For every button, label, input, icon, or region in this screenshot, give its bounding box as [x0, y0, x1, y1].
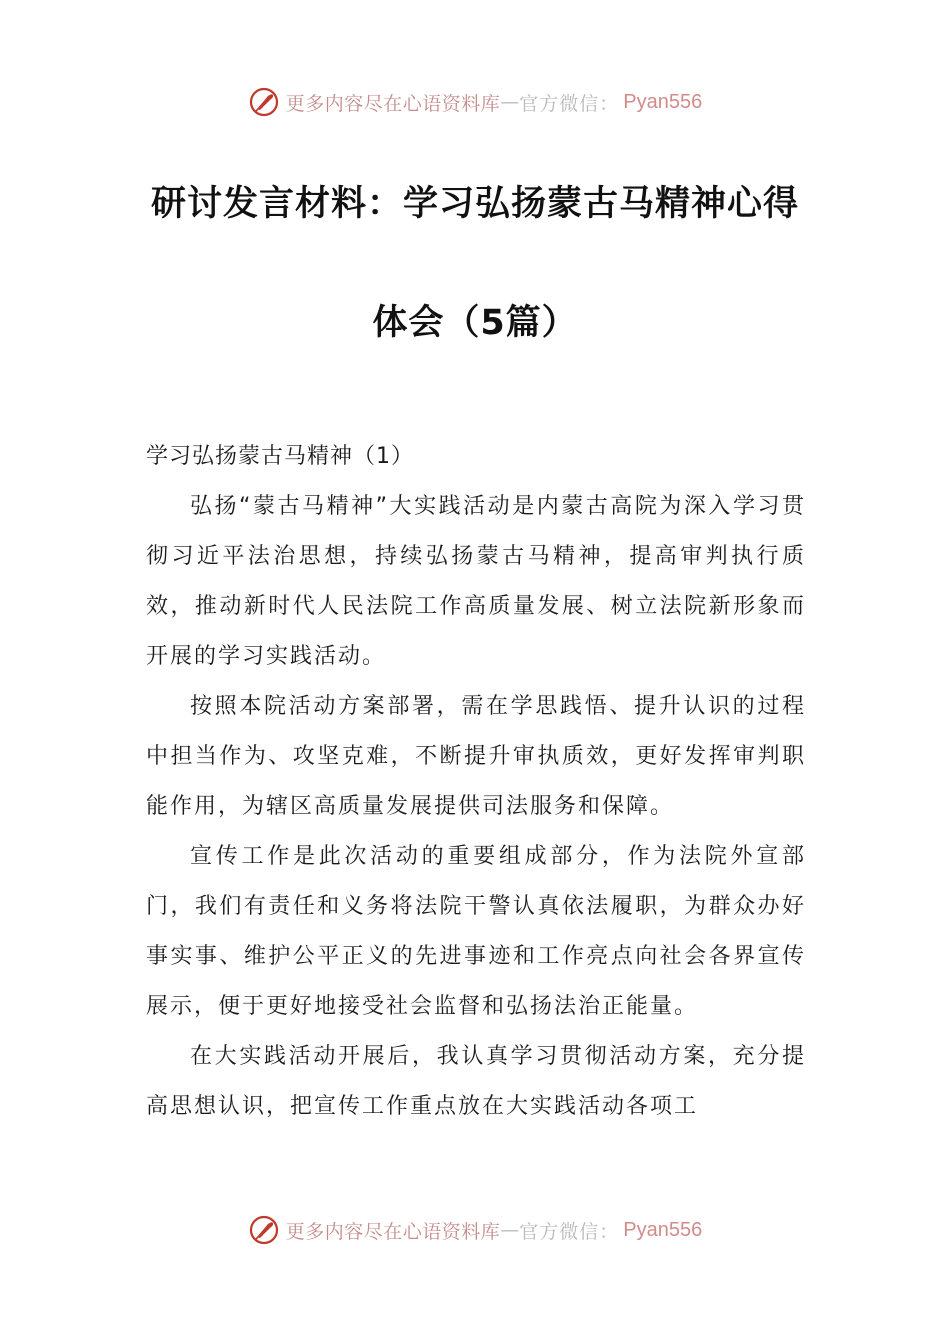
document-title-line2: 体会（5篇） [372, 303, 578, 343]
header-watermark [0, 82, 950, 122]
document-body [146, 432, 806, 1132]
watermark-official-label: 官方微信： [519, 1220, 620, 1243]
quill-logo-icon [248, 1214, 280, 1246]
paragraph: 在大实践活动开展后，我认真学习贯彻活动方案，充分提高思想认识，把宣传工作重点放在大实践活动各项工 [146, 1044, 806, 1119]
watermark-official-label: 官方微信： [519, 92, 620, 115]
watermark-wechat-id: Pyan556 [623, 1218, 703, 1241]
watermark-dash: — [500, 91, 520, 113]
section-heading: 学习弘扬蒙古马精神（1） [146, 444, 414, 469]
watermark-site-text: 更多内容尽在心语资料库 [285, 92, 501, 115]
footer-watermark [0, 1210, 950, 1250]
watermark-dash: — [500, 1219, 520, 1241]
document-title-line1: 研讨发言材料：学习弘扬蒙古马精神心得 [150, 184, 799, 224]
watermark-site-text: 更多内容尽在心语资料库 [285, 1220, 501, 1243]
paragraph: 按照本院活动方案部署，需在学思践悟、提升认识的过程中担当作为、攻坚克难，不断提升审执质效，更好发挥审判职能作用，为辖区高质量发展提供司法服务和保障。 [146, 694, 806, 819]
watermark-wechat-id: Pyan556 [623, 90, 703, 113]
paragraph: 宣传工作是此次活动的重要组成部分，作为法院外宣部门，我们有责任和义务将法院干警认真依法履职，为群众办好事实事、维护公平正义的先进事迹和工作亮点向社会各界宣传展示，便于更好地接受社会监督和弘扬法治正能量。 [146, 844, 806, 1019]
paragraph: 弘扬“蒙古马精神”大实践活动是内蒙古高院为深入学习贯彻习近平法治思想，持续弘扬蒙古马精神，提高审判执行质效，推动新时代人民法院工作高质量发展、树立法院新形象而开展的学习实践活动。 [146, 494, 806, 669]
quill-logo-icon [248, 86, 280, 118]
